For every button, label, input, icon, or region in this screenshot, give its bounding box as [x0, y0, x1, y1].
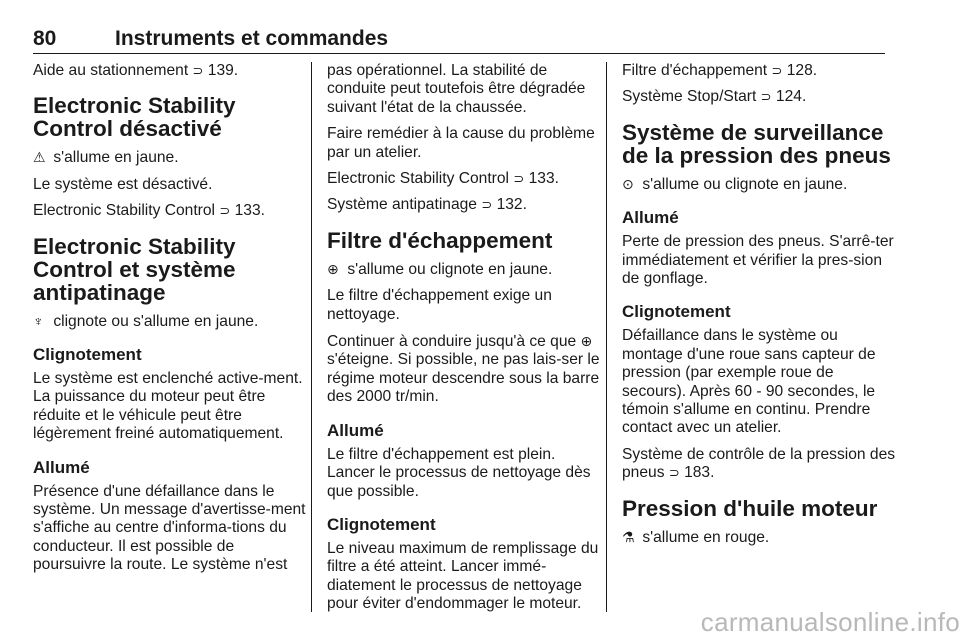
paragraph: ♆ clignote ou s'allume en jaune.: [33, 312, 259, 330]
paragraph: pas opérationnel. La stabilité de conduite peut toutefois être dégradée suivant l'état de la chaussée.: [327, 62, 586, 116]
paragraph: Electronic Stability Control ⊃ 133.: [33, 202, 265, 220]
paragraph: ⊙ s'allume ou clignote en jaune.: [622, 175, 848, 193]
esc-warning-icon: ♆: [33, 312, 44, 329]
section-heading: Système de surveillance de la pression des pneus: [622, 119, 891, 168]
page-header: [33, 22, 885, 52]
reference-arrow-icon: ⊃: [771, 63, 783, 78]
paragraph: Continuer à conduire jusqu'à ce que ⊕ s'éteigne. Si possible, ne pas lais-ser le régime moteur descendre sous la barre des 2000 tr/min.: [327, 333, 600, 406]
column-3: [622, 62, 896, 555]
column-2: [327, 62, 601, 622]
subheading: Allumé: [327, 420, 384, 440]
paragraph: Système de contrôle de la pression des pneus ⊃ 183.: [622, 445, 896, 482]
section-heading: Electronic Stability Control désactivé: [33, 93, 236, 142]
paragraph: Le niveau maximum de remplissage du filtre a été atteint. Lancer immé-diatement le processus de nettoyage pour éviter d'endommager le moteur.: [327, 539, 599, 613]
paragraph: Filtre d'échappement ⊃ 128.: [622, 62, 818, 79]
column-divider-2: [606, 62, 607, 612]
paragraph: Système Stop/Start ⊃ 124.: [622, 88, 807, 106]
reference-arrow-icon: ⊃: [513, 171, 525, 187]
paragraph: Le système est enclenché active-ment. La puissance du moteur peut être réduite et le véhicule peut être légèrement freiné automatiquement.: [33, 370, 303, 443]
column-1: [33, 62, 307, 583]
paragraph: ⚠ s'allume en jaune.: [33, 149, 179, 167]
reference-arrow-icon: ⊃: [192, 63, 204, 78]
paragraph: Le filtre d'échappement exige un nettoyage.: [327, 287, 552, 323]
section-heading: Filtre d'échappement: [327, 227, 553, 253]
paragraph: ⊕ s'allume ou clignote en jaune.: [327, 260, 553, 278]
subheading: Clignotement: [33, 345, 142, 365]
subheading: Allumé: [33, 457, 90, 477]
oil-pressure-icon: ⚗: [622, 528, 635, 545]
reference-arrow-icon: ⊃: [219, 203, 231, 219]
page-number: 80: [33, 27, 57, 50]
exhaust-filter-icon: ⊕: [327, 260, 339, 277]
header-divider: [33, 53, 885, 54]
reference-arrow-icon: ⊃: [481, 197, 493, 213]
paragraph: Défaillance dans le système ou montage d'une roue sans capteur de pression (par exemple roue de secours). Après 60 - 90 secondes, le témoin s'allume en continu. Prendre contact avec un atelier.: [622, 327, 876, 437]
tire-pressure-icon: ⊙: [622, 175, 634, 192]
subheading: Allumé: [622, 208, 679, 228]
paragraph: ⚗ s'allume en rouge.: [622, 528, 770, 546]
exhaust-filter-icon: ⊕: [580, 333, 593, 350]
watermark: carmanualsonline.info: [700, 607, 960, 637]
subheading: Clignotement: [327, 514, 436, 534]
reference-arrow-icon: ⊃: [668, 465, 680, 481]
section-heading: Electronic Stability Control et système antipatinage: [33, 233, 236, 305]
paragraph: Présence d'une défaillance dans le système. Un message d'avertisse-ment s'affiche au centre d'informa-tions du conducteur. Il est possible de poursuivre la route. Le système n'est: [33, 482, 306, 574]
reference-arrow-icon: ⊃: [760, 89, 772, 105]
page-title: Instruments et commandes: [115, 27, 389, 50]
section-heading: Pression d'huile moteur: [622, 495, 878, 521]
esc-off-warning-icon: ⚠: [33, 149, 46, 166]
paragraph: Electronic Stability Control ⊃ 133.: [327, 170, 559, 188]
paragraph: Faire remédier à la cause du problème par un atelier.: [327, 125, 595, 161]
subheading: Clignotement: [622, 302, 731, 322]
column-divider-1: [311, 62, 312, 612]
paragraph: Aide au stationnement ⊃ 139.: [33, 62, 239, 79]
paragraph: Le filtre d'échappement est plein. Lancer le processus de nettoyage dès que possible.: [327, 445, 591, 500]
paragraph: Perte de pression des pneus. S'arrê-ter immédiatement et vérifier la pres-sion de gonflage.: [622, 233, 894, 288]
paragraph: Système antipatinage ⊃ 132.: [327, 196, 527, 214]
paragraph: Le système est désactivé.: [33, 175, 213, 193]
